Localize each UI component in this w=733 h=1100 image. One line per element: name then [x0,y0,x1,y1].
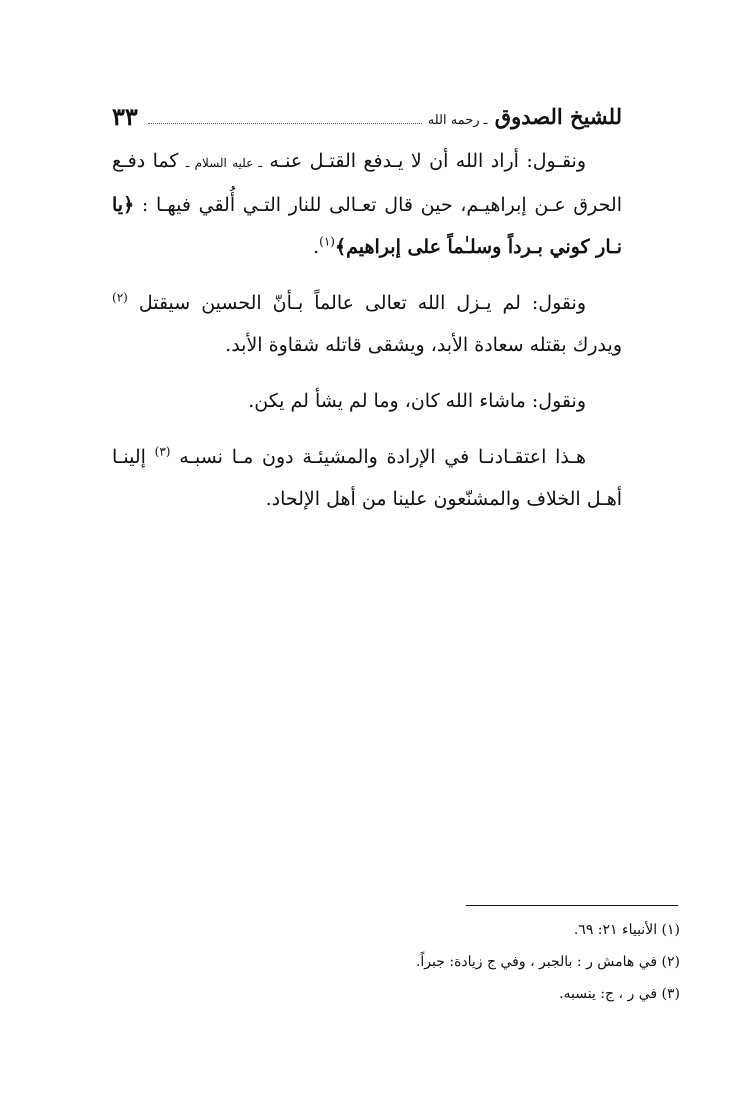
footnote-1: (١) الأنبياء ٢١: ٦٩. [573,922,680,938]
quran-verse: ﴿يا نـار كوني بـرداً وسلـٰماً على إبراهيم﴾ [112,194,622,258]
p1-part2: كما دفـع الحرق عـن إبراهيـم، حين قال تعـالى للنار التـي أُلقي فيهـا : [112,150,622,216]
running-title [428,104,622,129]
footnote-2: (٢) في هامش ر : بالجبر ، وفي ج زيادة: جبراً. [415,954,680,970]
footnote-ref-2[interactable]: (٢) [112,290,128,305]
footnote-separator [466,905,678,906]
paragraph-4 [112,436,622,520]
p4-part1: هـذا اعتقـادنـا في الإرادة والمشيئـة دون مـا نسبـه [170,446,586,468]
footnote-3: (٣) في ر ، ج: ينسبه. [559,986,680,1002]
page-number: ٣٣ [112,101,138,131]
footnote-ref-1[interactable]: (١) [319,234,335,249]
page-header [112,96,622,136]
p1-part1: ونقـول: أراد الله أن لا يـدفع القتـل عنـه [261,150,587,172]
footnote-ref-3[interactable]: (٣) [154,444,171,459]
paragraph-1 [112,140,622,268]
paragraph-3 [112,380,622,422]
p1-end: . [313,236,320,258]
dotted-leader [148,123,422,124]
footnotes [112,914,680,1010]
p2-part2: ويدرك بقتله سعادة الأبد، ويشقى قاتله شقاوة الأبد. [225,334,622,356]
p3-text: ونقول: ماشاء الله كان، وما لم يشأ لم يكن. [248,390,586,412]
p4-part2: إلينـا أهـل الخلاف والمشنّعون علينا من أهل الإلحاد. [112,446,622,510]
honorific: ـ رحمه الله [427,112,488,128]
running-title-text: للشيخ الصدوق [494,103,622,129]
paragraph-2 [112,282,622,366]
p2-part1: ونقول: لم يـزل الله تعالى عالماً بـأنّ الحسين سيقتل [127,292,586,314]
p1-blessing-note: ـ عليه السلام ـ [185,156,262,170]
main-text [112,140,622,534]
